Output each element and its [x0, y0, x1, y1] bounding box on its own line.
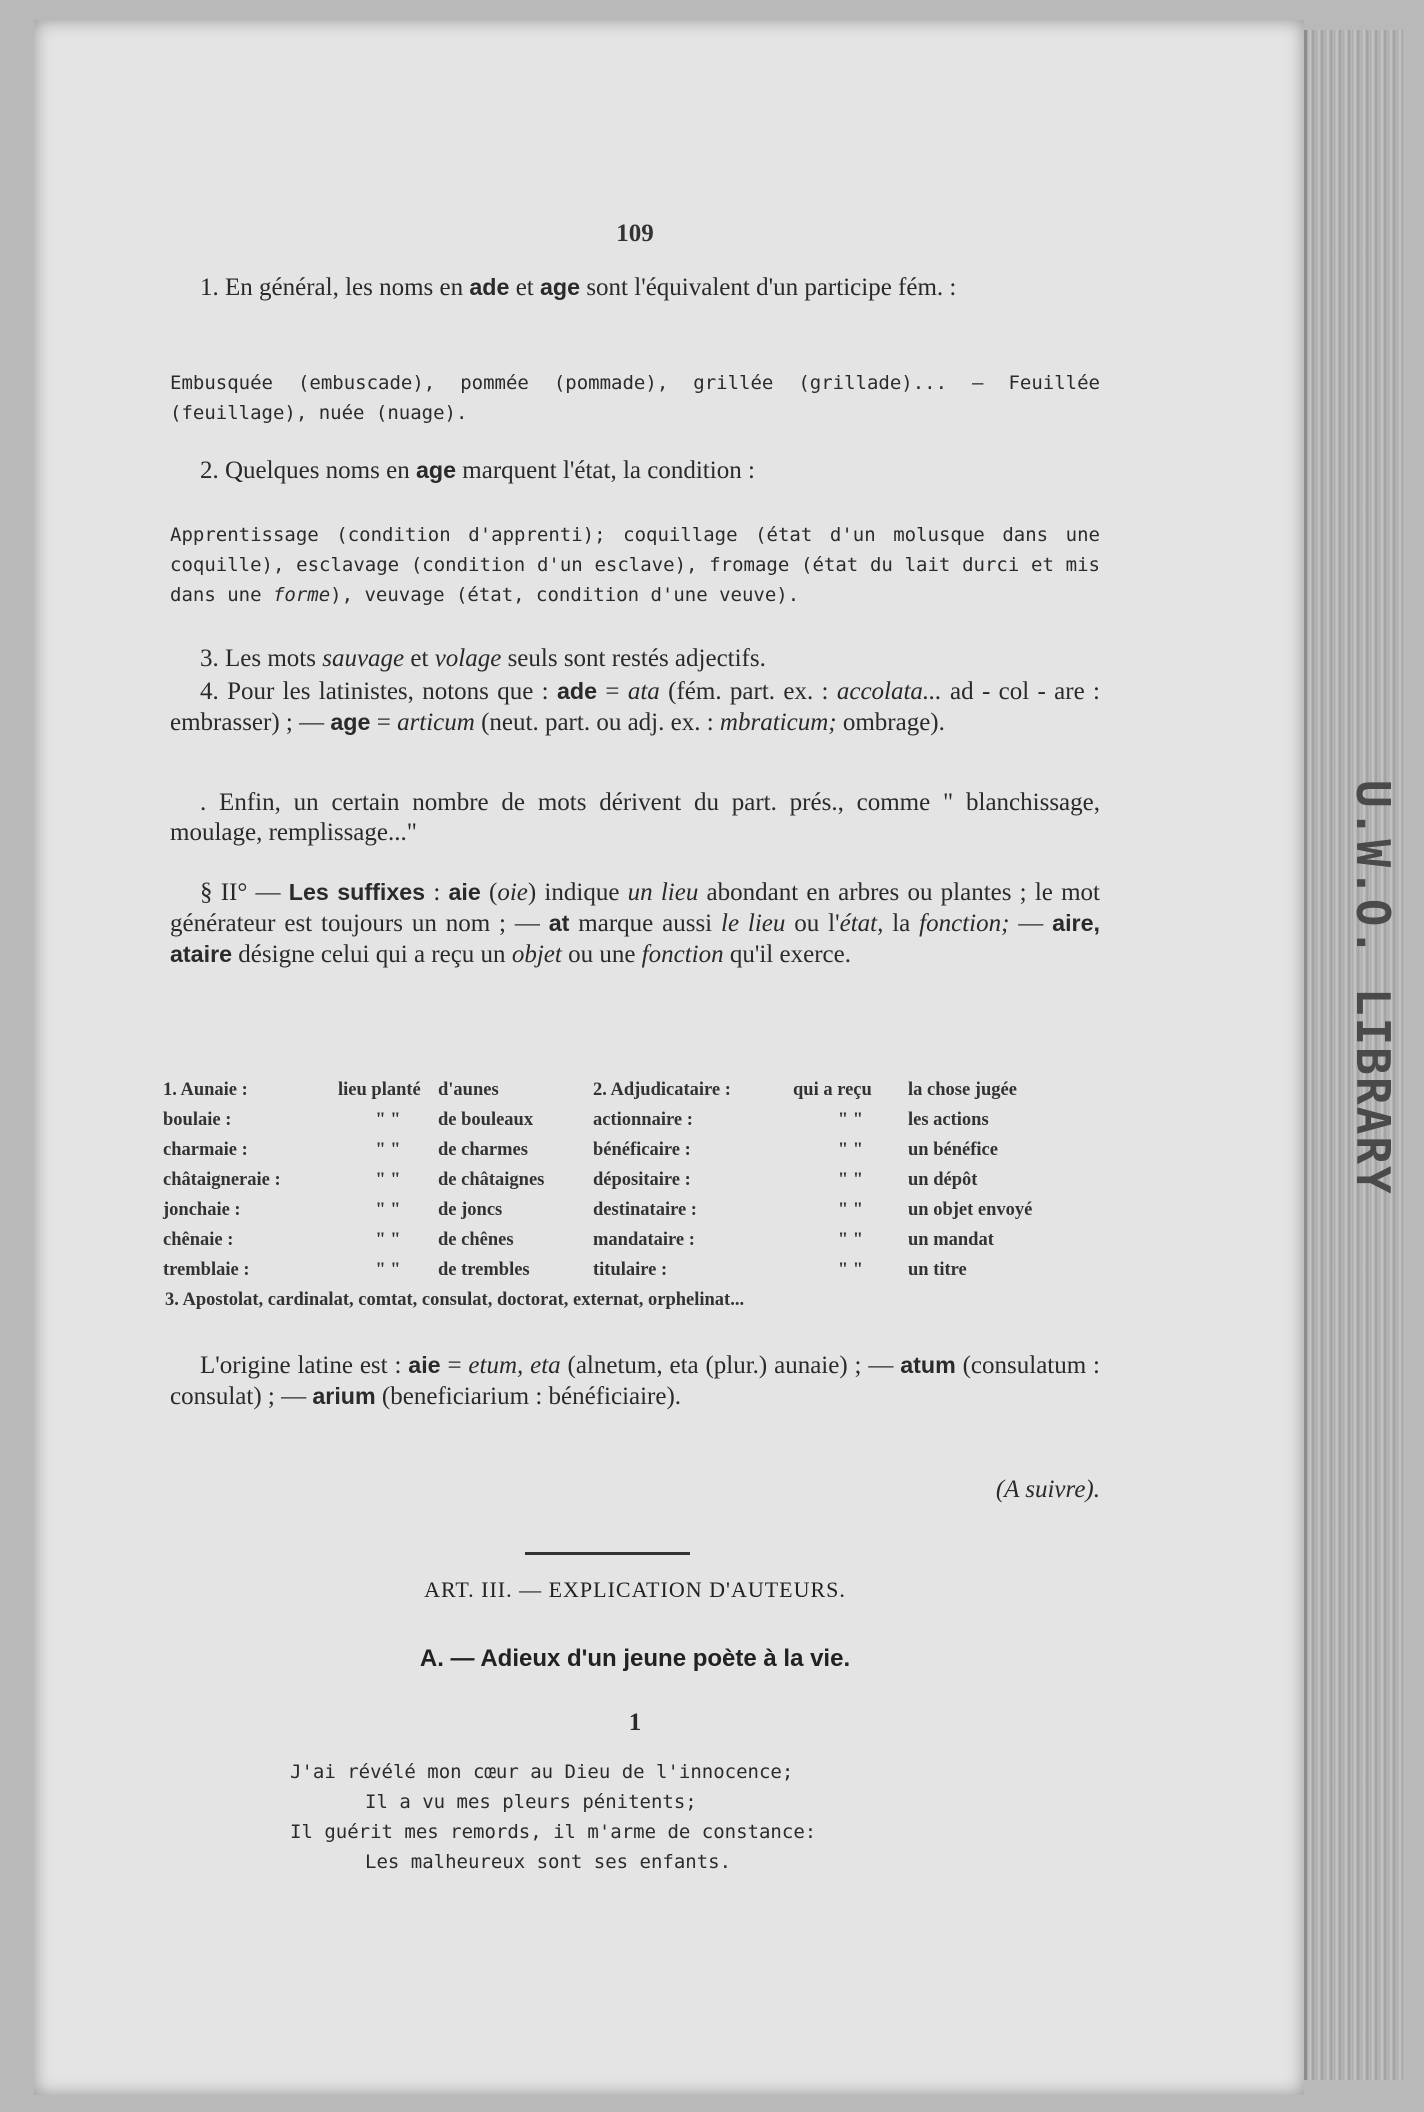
list-row: châtaigneraie : " " de châtaignes dépositaire : " " un dépôt — [163, 1170, 978, 1190]
list-row: charmaie : " " de charmes bénéficaire : " " un bénéfice — [163, 1140, 998, 1160]
list-row: boulaie : " " de bouleaux actionnaire : " " les actions — [163, 1110, 989, 1130]
a-suivre: (A suivre). — [995, 1476, 1100, 1503]
paragraph-7: L'origine latine est : aie = etum, eta (alnetum, eta (plur.) aunaie) ; — atum (consulatum : consulat) ; — arium (beneficiarium : bénéficiaire). — [170, 1352, 1100, 1410]
list-line-3: 3. Apostolat, cardinalat, comtat, consulat, doctorat, externat, orphelinat... — [165, 1290, 745, 1310]
paragraph-5: . Enfin, un certain nombre de mots dérivent du part. prés., comme " blanchissage, moulage, remplissage..." — [170, 789, 1100, 846]
list-row: chênaie : " " de chênes mandataire : " " un mandat — [163, 1230, 994, 1250]
list-row: jonchaie : " " de joncs destinataire : " " un objet envoyé — [163, 1200, 1033, 1220]
paragraph-3: 3. Les mots sauvage et volage seuls sont restés adjectifs. — [200, 645, 766, 672]
poem-line: Il a vu mes pleurs pénitents; — [365, 1791, 697, 1813]
poem-stanza — [170, 1757, 1100, 1877]
list-row: 1. Aunaie : lieu planté d'aunes 2. Adjudicataire : qui a reçu la chose jugée — [163, 1080, 1017, 1100]
paragraph-1: 1. En général, les noms en ade et age sont l'équivalent d'un participe fém. : — [200, 274, 957, 301]
poem-line: Il guérit mes remords, il m'arme de constance: — [290, 1821, 817, 1843]
poem-line: Les malheureux sont ses enfants. — [365, 1851, 732, 1873]
paragraph-2: 2. Quelques noms en age marquent l'état, la condition : — [200, 457, 755, 484]
suffix-examples-list — [163, 1075, 1093, 1315]
example-1: Embusquée (embuscade), pommée (pommade), grillée (grillade)... — Feuillée (feuillage), nuée (nuage). — [170, 372, 1100, 424]
paragraph-6: § II° — Les suffixes : aie (oie) indique un lieu abondant en arbres ou plantes ; le mot générateur est toujours un nom ; — at marque aussi le lieu ou l'état, la fonction; — aire, ataire désigne celui qui a reçu un objet ou une fonction qu'il exerce. — [170, 879, 1101, 968]
page-number: 109 — [616, 220, 654, 247]
poem-heading: A. — Adieux d'un jeune poète à la vie. — [419, 1645, 851, 1672]
section-divider — [525, 1552, 690, 1555]
stanza-number: 1 — [628, 1709, 642, 1736]
example-2: Apprentissage (condition d'apprenti); coquillage (état d'un molusque dans une coquille), esclavage (condition d'un esclave), fromage (état du lait durci et mis dans une forme), veuvage (état, condition d'une veuve). — [170, 524, 1100, 606]
poem-line: J'ai révélé mon cœur au Dieu de l'innocence; — [290, 1761, 794, 1783]
library-stamp: U.W.O. LIBRARY — [1346, 780, 1400, 1196]
list-row: tremblaie : " " de trembles titulaire : " " un titre — [163, 1260, 967, 1280]
paragraph-4: 4. Pour les latinistes, notons que : ade = ata (fém. part. ex. : accolata... ad - col - are : embrasser) ; — age = articum (neut. part. ou adj. ex. : mbraticum; ombrage). — [170, 678, 1100, 736]
article-heading: ART. III. — EXPLICATION D'AUTEURS. — [424, 1577, 846, 1602]
